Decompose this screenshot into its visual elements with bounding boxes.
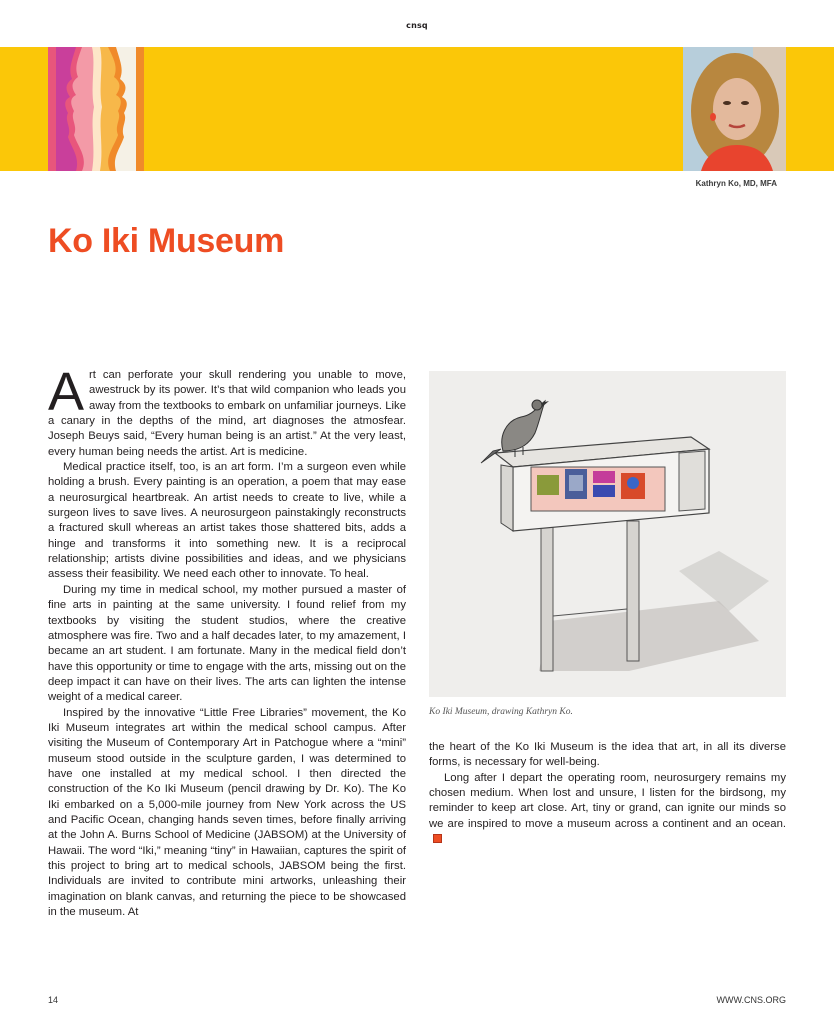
- paragraph-1-text: rt can perforate your skull rendering you unable to move, awestruck by its power. It’s that wild companion who leads you away from the textbooks to embark on unfamiliar journeys. Like a canary in the depths of the mind, art diagnoses the atmosfear. Joseph Beuys said, “Every human being is an artist.” At the very least, every human being needs the artist. Art is medicine.: [48, 369, 406, 458]
- portrait-caption: Kathryn Ko, MD, MFA: [695, 179, 777, 188]
- paragraph-1: [48, 362, 406, 460]
- footer-url[interactable]: WWW.CNS.ORG: [716, 995, 786, 1005]
- paragraph-5: [429, 771, 786, 848]
- end-of-article-icon: [433, 834, 442, 843]
- faces-artwork: [48, 47, 144, 171]
- masthead: cnsq: [406, 21, 428, 30]
- article-title: Ko Iki Museum: [48, 222, 285, 260]
- museum-drawing: [429, 371, 786, 697]
- figure-caption: Ko Iki Museum, drawing Kathryn Ko.: [429, 707, 573, 717]
- paragraph-5-text: Long after I depart the operating room, neurosurgery remains my chosen medium. When lost and unsure, I listen for the birdsong, my reminder to keep art close. Art, tiny or grand, can ignite our minds so we are inspired to move a museum across a continent and an ocean.: [429, 771, 786, 830]
- paragraph-4: Inspired by the innovative “Little Free Libraries” movement, the Ko Iki Museum integrates art within the medical school campus. After visiting the Museum of Contemporary Art in Patchogue where a “mini” museum stood outside in the sculpture garden, I was determined to have one installed at my medical school. I then directed the construction of the Ko Iki Museum (pencil drawing by Dr. Ko). The Ko Iki embarked on a 5,000-mile journey from New York across the US and Pacific Ocean, changing hands seven times, before finally arriving at the John A. Burns School of Medicine (JABSOM) at the University of Hawaii. The word “Iki,” meaning “tiny” in Hawaiian, captures the spirit of this project to bring art to medical schools, JABSOM being the first. Individuals are invited to contribute mini artworks, unleashing their imagination on blank canvas, and returning the piece to be showcased in the museum. At: [48, 706, 406, 919]
- author-portrait: [683, 47, 786, 171]
- article-column-left: [48, 362, 406, 960]
- page-number: 14: [48, 995, 59, 1005]
- article-column-right: [429, 740, 786, 860]
- paragraph-4-continued: the heart of the Ko Iki Museum is the idea that art, in all its diverse forms, is necessary for well-being.: [429, 741, 786, 769]
- paragraph-3: During my time in medical school, my mother pursued a master of fine arts in painting at the same university. I found relief from my textbooks by visiting the student studios, where the creative atmosphere was fire. Two and a half decades later, to my amazement, I became an art student. I am fortunate. Many in the medical field don’t have this opportunity or time to engage with the arts, missing out on the deep impact it can have on their lives. The arts can lighten the intense weight of a medical career.: [48, 583, 406, 704]
- paragraph-2: Medical practice itself, too, is an art form. I’m a surgeon even while holding a brush. Every painting is an operation, a poem that may ease a neurosurgical heartbreak. An artist needs to create to live, while a surgeon lives to save lives. A neurosurgeon painstakingly reconstructs a fractured skull whereas an artist takes those shattered bits, adds a hinge and transforms it into something new. It is a reciprocal relationship; artists divine possibilities and ideas, and we physicians assess their feasibility. We need each other to innovate. To heal.: [48, 461, 406, 581]
- drop-cap: A: [48, 362, 85, 422]
